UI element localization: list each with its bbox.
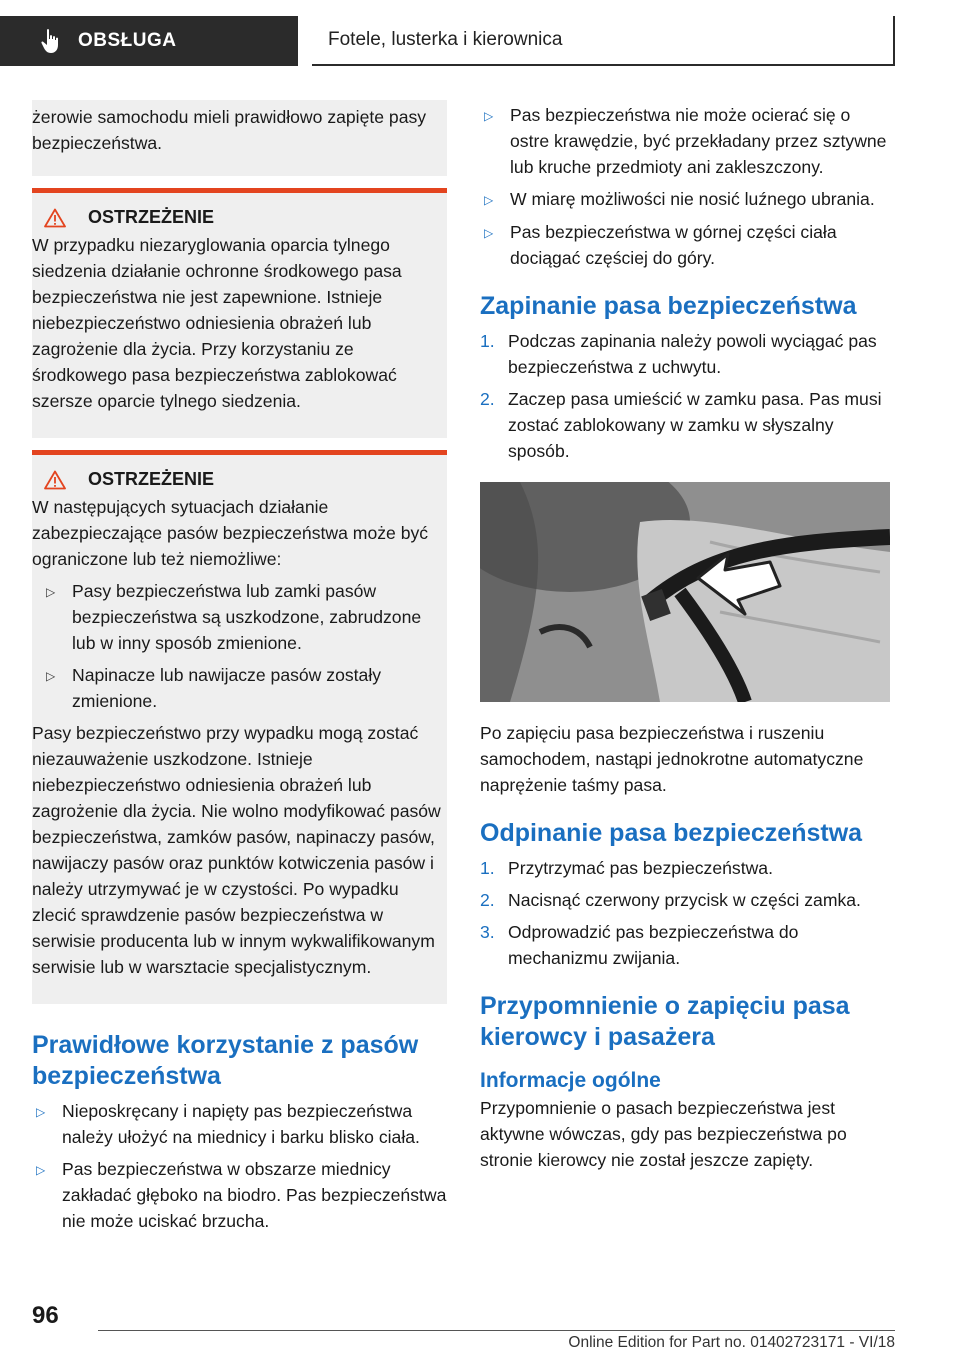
warning-text-2b: Pasy bezpieczeństwo przy wypadku mogą zostać niezauważenie uszkodzone. Istnieje niebezpieczeństwo odniesienia obrażeń lub zagrożenie dla życia. Nie wolno modyfikować pasów bezpieczeństwa, zamków pasów, napinaczy pasów, nawijaczy pasów oraz punktów kotwiczenia pasów i należy utrzymywać je w czystości. Po wypadku zlecić sprawdzenie pasów bezpieczeństwa w serwisie producenta lub w innym wykwalifikowanym serwisie lub w warsztacie specjalistycznym. [32, 723, 441, 977]
warning-box-2 [32, 450, 447, 1004]
warning-list [42, 578, 441, 714]
step-item: 1. Przytrzymać pas bezpieczeństwa. [480, 858, 773, 878]
hand-pointer-icon [40, 28, 64, 54]
triangle-bullet-icon: ▷ [484, 109, 494, 123]
triangle-bullet-icon: ▷ [484, 193, 494, 207]
subsection-title-general: Informacje ogólne [480, 1069, 661, 1092]
page-number: 96 [32, 1302, 59, 1329]
warning-title-1 [32, 207, 441, 228]
section-title-reminder: Przypomnienie o zapięciu pasa kierowcy i pasażera [480, 992, 850, 1051]
warning-triangle-icon [44, 208, 66, 228]
list-item: ▷ Pasy bezpieczeństwa lub zamki pasów bezpieczeństwa są uszkodzone, zabrudzone lub w inny sposób zmienione. [42, 578, 441, 656]
seatbelt-illustration [480, 482, 890, 702]
triangle-bullet-icon: ▷ [36, 1105, 46, 1119]
warning-text-1: W przypadku niezaryglowania oparcia tylnego siedzenia działanie ochronne środkowego pasa bezpieczeństwa nie jest zapewnione. Istnieje niebezpieczeństwo odniesienia obrażeń lub zagrożenie dla życia. Przy korzystaniu ze środkowego pasa bezpieczeństwa zablokować szersze oparcie tylnego siedzenia. [32, 235, 402, 411]
seatbelt-photo [480, 482, 890, 702]
triangle-bullet-icon: ▷ [484, 226, 494, 240]
left-column [32, 100, 447, 1234]
list-item: ▷ Pas bezpieczeństwa w górnej części ciała dociągać częściej do góry. [480, 219, 890, 271]
step-item: 2. Nacisnąć czerwony przycisk w części zamka. [480, 890, 861, 910]
correct-use-list [32, 1098, 447, 1234]
intro-box [32, 100, 447, 176]
list-item: ▷ Napinacze lub nawijacze pasów zostały zmienione. [42, 662, 441, 714]
after-photo-text: Po zapięciu pasa bezpieczeństwa i ruszeniu samochodem, nastąpi jednokrotne automatyczne naprężenie taśmy pasa. [480, 723, 864, 795]
intro-text: żerowie samochodu mieli prawidłowo zapięte pasy bezpieczeństwa. [32, 107, 427, 153]
triangle-bullet-icon: ▷ [46, 585, 56, 599]
list-item: ▷ Nieposkręcany i napięty pas bezpieczeństwa należy ułożyć na miednicy i barku blisko ciała. [32, 1098, 447, 1150]
section-title-correct-use: Prawidłowe korzystanie z pasów bezpieczeństwa [32, 1031, 419, 1090]
footer-edition: Online Edition for Part no. 01402723171 - VI/18 [568, 1334, 895, 1351]
warning-title-2 [32, 469, 441, 490]
right-column [480, 100, 890, 1173]
warning-title-text-1: OSTRZEŻENIE [88, 207, 215, 227]
warning-box-1 [32, 188, 447, 438]
triangle-bullet-icon: ▷ [36, 1163, 46, 1177]
list-item: ▷ W miarę możliwości nie nosić luźnego ubrania. [480, 186, 890, 213]
list-item: ▷ Pas bezpieczeństwa w obszarze miednicy zakładać głęboko na biodro. Pas bezpieczeństwa nie może uciskać brzucha. [32, 1156, 447, 1234]
warning-triangle-icon [44, 470, 66, 490]
warning-text-2a: W następujących sytuacjach działanie zabezpieczające pasów bezpieczeństwa może być ograniczone lub też niemożliwe: [32, 497, 429, 569]
triangle-bullet-icon: ▷ [46, 669, 56, 683]
header-chapter [312, 16, 895, 66]
footer-divider [98, 1330, 895, 1331]
step-item: 1. Podczas zapinania należy powoli wyciągać pas bezpieczeństwa z uchwytu. [480, 331, 877, 377]
header-section-label: OBSŁUGA [78, 30, 177, 51]
fasten-steps [480, 328, 890, 464]
step-item: 3. Odprowadzić pas bezpieczeństwa do mechanizmu zwijania. [480, 922, 799, 968]
correct-use-list-cont [480, 102, 890, 271]
header-section-tab [0, 16, 298, 66]
step-item: 2. Zaczep pasa umieścić w zamku pasa. Pas musi zostać zablokowany w zamku w słyszalny sposób. [480, 389, 882, 461]
warning-title-text-2: OSTRZEŻENIE [88, 469, 215, 489]
section-title-fasten: Zapinanie pasa bezpieczeństwa [480, 292, 857, 320]
unfasten-steps [480, 855, 890, 971]
header-chapter-label: Fotele, lusterka i kierownica [328, 29, 563, 50]
list-item: ▷ Pas bezpieczeństwa nie może ocierać się o ostre krawędzie, być przekładany przez sztywne lub kruche przedmioty ani zakleszczony. [480, 102, 890, 180]
section-title-unfasten: Odpinanie pasa bezpieczeństwa [480, 819, 863, 847]
reminder-text: Przypomnienie o pasach bezpieczeństwa jest aktywne wówczas, gdy pas bezpieczeństwa po stronie kierowcy nie został jeszcze zapięty. [480, 1098, 847, 1170]
